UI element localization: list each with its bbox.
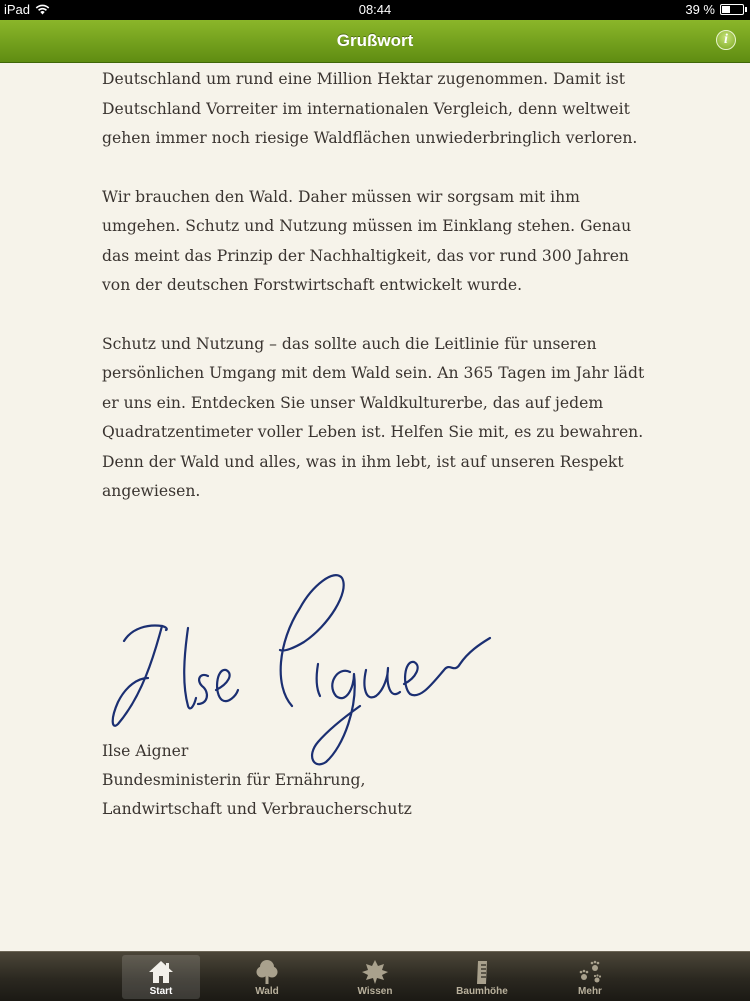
tab-baumhoehe-label: Baumhöhe [456, 986, 508, 997]
leaf-icon [360, 958, 390, 986]
battery-fill [722, 6, 730, 13]
signer-block [102, 737, 662, 824]
tab-wald-label: Wald [255, 986, 279, 997]
tab-wald[interactable] [228, 955, 306, 999]
paragraph-2: Wir brauchen den Wald. Daher müssen wir sorgsam mit ihm umgehen. Schutz und Nutzung müssen im Einklang stehen. Genau das meint das Prinzip der Nachhaltigkeit, das vor rund 300 Jahren von der deutschen Forstwirtschaft entwickelt wurde. [102, 187, 632, 294]
tree-icon [252, 958, 282, 986]
ruler-icon [467, 958, 497, 986]
tab-bar [0, 951, 750, 1001]
status-right [685, 2, 744, 17]
signer-title-line-2: Landwirtschaft und Verbraucherschutz [102, 800, 412, 818]
device-name: iPad [4, 2, 31, 17]
status-bar [0, 0, 750, 20]
signer-title-line-1: Bundesministerin für Ernährung, [102, 771, 366, 789]
tab-start[interactable] [122, 955, 200, 999]
tab-baumhoehe[interactable] [443, 955, 521, 999]
tab-mehr[interactable] [551, 955, 629, 999]
battery-icon [720, 4, 744, 15]
navigation-bar [0, 20, 750, 63]
info-button[interactable]: i [716, 30, 736, 50]
tab-mehr-label: Mehr [578, 986, 602, 997]
tab-start-label: Start [149, 986, 173, 997]
tab-wissen-label: Wissen [357, 986, 393, 997]
signer-name: Ilse Aigner [102, 742, 189, 760]
paragraph-3: Schutz und Nutzung – das sollte auch die Leitlinie für unseren persönlichen Umgang mit dem Wald sein. An 365 Tagen im Jahr lädt er uns ein. Entdecken Sie unser Waldkulturerbe, das auf jedem Quadratzentimeter voller Leben ist. Helfen Sie mit, es zu bewahren. Denn der Wald und alles, was in ihm lebt, ist auf unseren Respekt angewiesen. [102, 334, 645, 500]
tab-wissen[interactable] [336, 955, 414, 999]
house-icon [146, 958, 176, 986]
paragraph-1: Deutschland um rund eine Million Hektar zugenommen. Damit ist Deutschland Vorreiter im internationalen Vergleich, denn weltweit gehen immer noch riesige Waldflächen unwiederbringlich verloren. [102, 70, 638, 147]
status-time: 08:44 [358, 2, 392, 17]
page-title: Grußwort [336, 31, 414, 50]
greeting-text [102, 62, 662, 536]
paw-prints-icon [575, 958, 605, 986]
battery-percent: 39 % [685, 2, 715, 17]
